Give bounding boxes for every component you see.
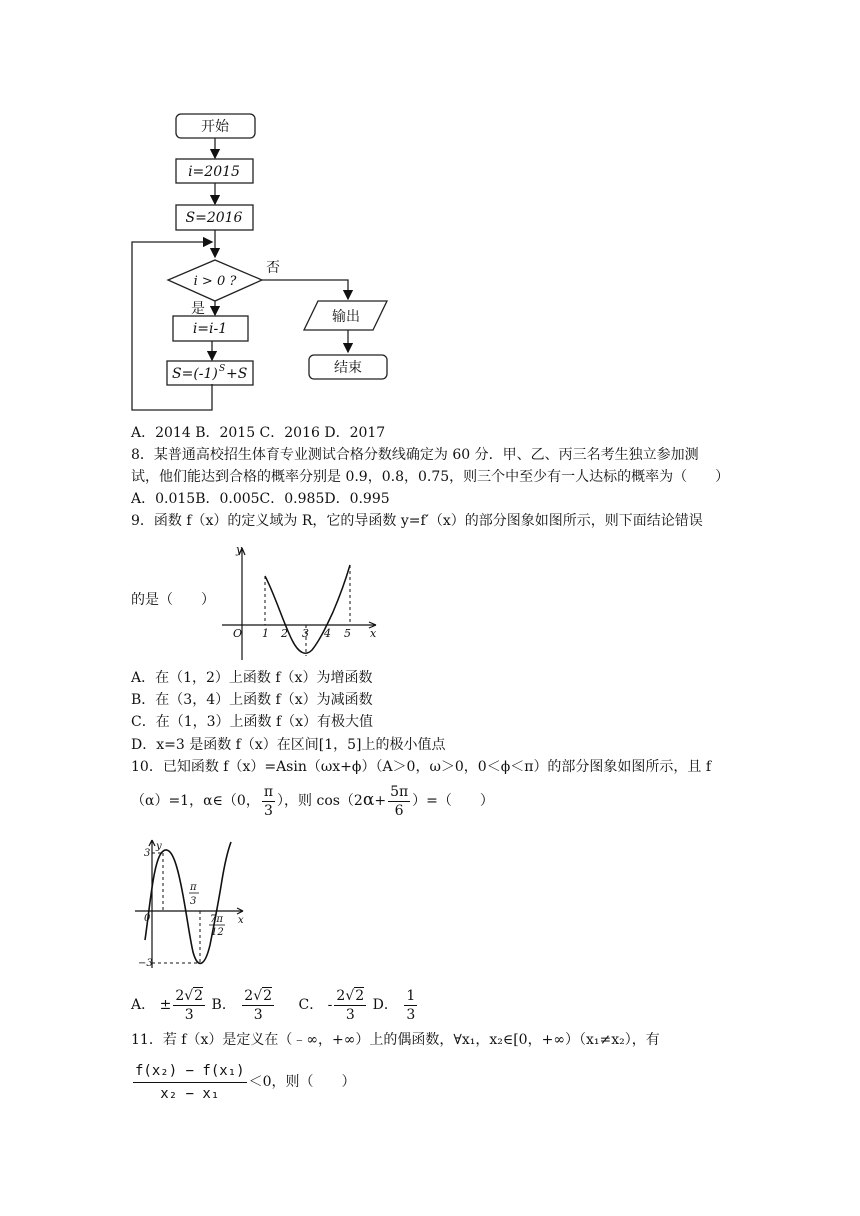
q11-numerator: f(x₂) − f(x₁): [133, 1060, 247, 1083]
start-label: 开始: [201, 119, 229, 135]
update-s-tail: +S: [226, 366, 248, 382]
init-i-label: i=2015: [188, 164, 240, 180]
q8-line1: 8．某普通高校招生体育专业测试合格分数线确定为 60 分．甲、乙、丙三名考生独立参加测: [131, 447, 699, 463]
q9-option-b: B．在（3，4）上函数 f（x）为减函数: [131, 692, 373, 708]
q9-option-c: C．在（1，3）上函数 f（x）有极大值: [131, 714, 374, 730]
q10-opt-a-frac: [173, 987, 205, 1024]
q11-line2: [131, 1056, 356, 1108]
q11-fraction: [133, 1060, 247, 1105]
q8-options: A．0.015B．0.005C．0.985D．0.995: [131, 491, 390, 507]
q10-y-min: −3: [138, 958, 153, 969]
q10-options: [131, 983, 419, 1027]
q10-line2-c: ）=（ ）: [412, 793, 494, 809]
five-pi-over-6-num: 5π: [390, 783, 409, 800]
q10-opt-c-den: 3: [345, 1006, 355, 1023]
q10-pi: π: [190, 882, 197, 893]
q10-opt-b-coef: 2: [244, 987, 254, 1004]
q10-opt-d-frac: [404, 987, 417, 1024]
q9-tick-4: 4: [324, 627, 331, 640]
pi-over-3-den: 3: [263, 802, 273, 819]
q10-opt-a-sign: ±: [159, 997, 172, 1013]
five-pi-over-6-den: 6: [394, 802, 404, 819]
q10-opt-c-root: 2: [355, 987, 365, 1004]
q10-opt-b-num: 2√2: [244, 987, 273, 1004]
pi-over-3-num: π: [263, 783, 274, 800]
q10-opt-b-den: 3: [253, 1006, 263, 1023]
q10-line1: 10．已知函数 f（x）=Asin（ωx+ϕ）（A＞0，ω＞0，0＜ϕ＜π）的部分图象如图所示，且 f: [131, 759, 712, 775]
q9-line1: 9．函数 f（x）的定义域为 R，它的导函数 y=f′（x）的部分图象如图所示，则下面结论错误: [131, 513, 703, 529]
q10-opt-d-label: D．: [372, 997, 398, 1013]
q10-alpha: α: [362, 790, 375, 810]
q10-opt-b-root: 2: [263, 987, 273, 1004]
q11-line1: 11．若 f（x）是定义在（﹣∞，+∞）上的偶函数，∀x₁，x₂∈[0，+∞）（x₁≠x₂），有: [131, 1032, 660, 1048]
sine-curve: [145, 842, 231, 963]
q10-opt-a-coef: 2: [175, 987, 185, 1004]
no-label: 否: [266, 260, 280, 276]
q11-tail: ＜0，则（ ）: [248, 1074, 356, 1090]
q10-twelve: 12: [211, 927, 224, 938]
condition-label: i > 0 ?: [193, 274, 237, 289]
q9-tick-5: 5: [344, 627, 351, 640]
q10-opt-c-frac: [334, 987, 366, 1024]
output-label: 输出: [332, 309, 360, 325]
update-s-label: S=(-1): [172, 366, 218, 382]
init-s-label: S=2016: [185, 210, 243, 226]
q10-line2-a: （α）=1，α∈（0，: [131, 793, 260, 809]
q10-opt-a-root: 2: [194, 987, 204, 1004]
q10-opt-c-num: 2√2: [336, 987, 365, 1004]
q10-origin: 0: [144, 913, 151, 924]
q10-plus: +: [374, 793, 387, 809]
q10-opt-d-num: 1: [406, 987, 416, 1004]
decrement-label: i=i-1: [192, 321, 228, 337]
q9-x-label: x: [370, 627, 377, 640]
q9-tick-1: 1: [262, 627, 269, 640]
q11-denominator: x₂ − x₁: [160, 1085, 220, 1102]
q9-y-label: y: [236, 543, 243, 556]
update-s-exponent: S: [219, 364, 226, 374]
yes-label: 是: [191, 301, 205, 317]
q9-tick-2: 2: [281, 627, 288, 640]
q9-tick-3: 3: [302, 627, 309, 640]
end-label: 结束: [334, 360, 362, 376]
q10-opt-c-coef: 2: [336, 987, 346, 1004]
q10-opt-a-label: A．: [131, 997, 156, 1013]
q9-option-a: A．在（1，2）上函数 f（x）为增函数: [131, 670, 373, 686]
q10-line2-b: ），则 cos（2: [277, 793, 363, 809]
q10-y-max: 3: [144, 848, 151, 859]
q10-y-label: y: [156, 841, 162, 852]
q10-opt-c-sign: -: [327, 997, 333, 1013]
q7-options: A．2014 B．2015 C．2016 D．2017: [131, 425, 386, 441]
q10-opt-a-num: 2√2: [175, 987, 204, 1004]
q9-option-d: D．x=3 是函数 f（x）在区间[1，5]上的极小值点: [131, 737, 446, 753]
q10-x-label: x: [238, 915, 244, 926]
q9-origin: O: [233, 627, 243, 640]
q9-line2: 的是（ ）: [131, 592, 215, 608]
q10-seven-pi: 7π: [210, 914, 223, 925]
q10-opt-d-den: 3: [406, 1006, 416, 1023]
q8-line2: 试，他们能达到合格的概率分别是 0.9，0.8，0.75，则三个中至少有一人达标的概率为（ ）: [131, 469, 730, 485]
q10-opt-b-frac: [242, 987, 274, 1024]
q10-opt-b-label: B．: [211, 997, 236, 1013]
q10-opt-c-label: C．: [298, 997, 324, 1013]
q10-three: 3: [190, 896, 197, 907]
q10-opt-a-den: 3: [184, 1006, 194, 1023]
